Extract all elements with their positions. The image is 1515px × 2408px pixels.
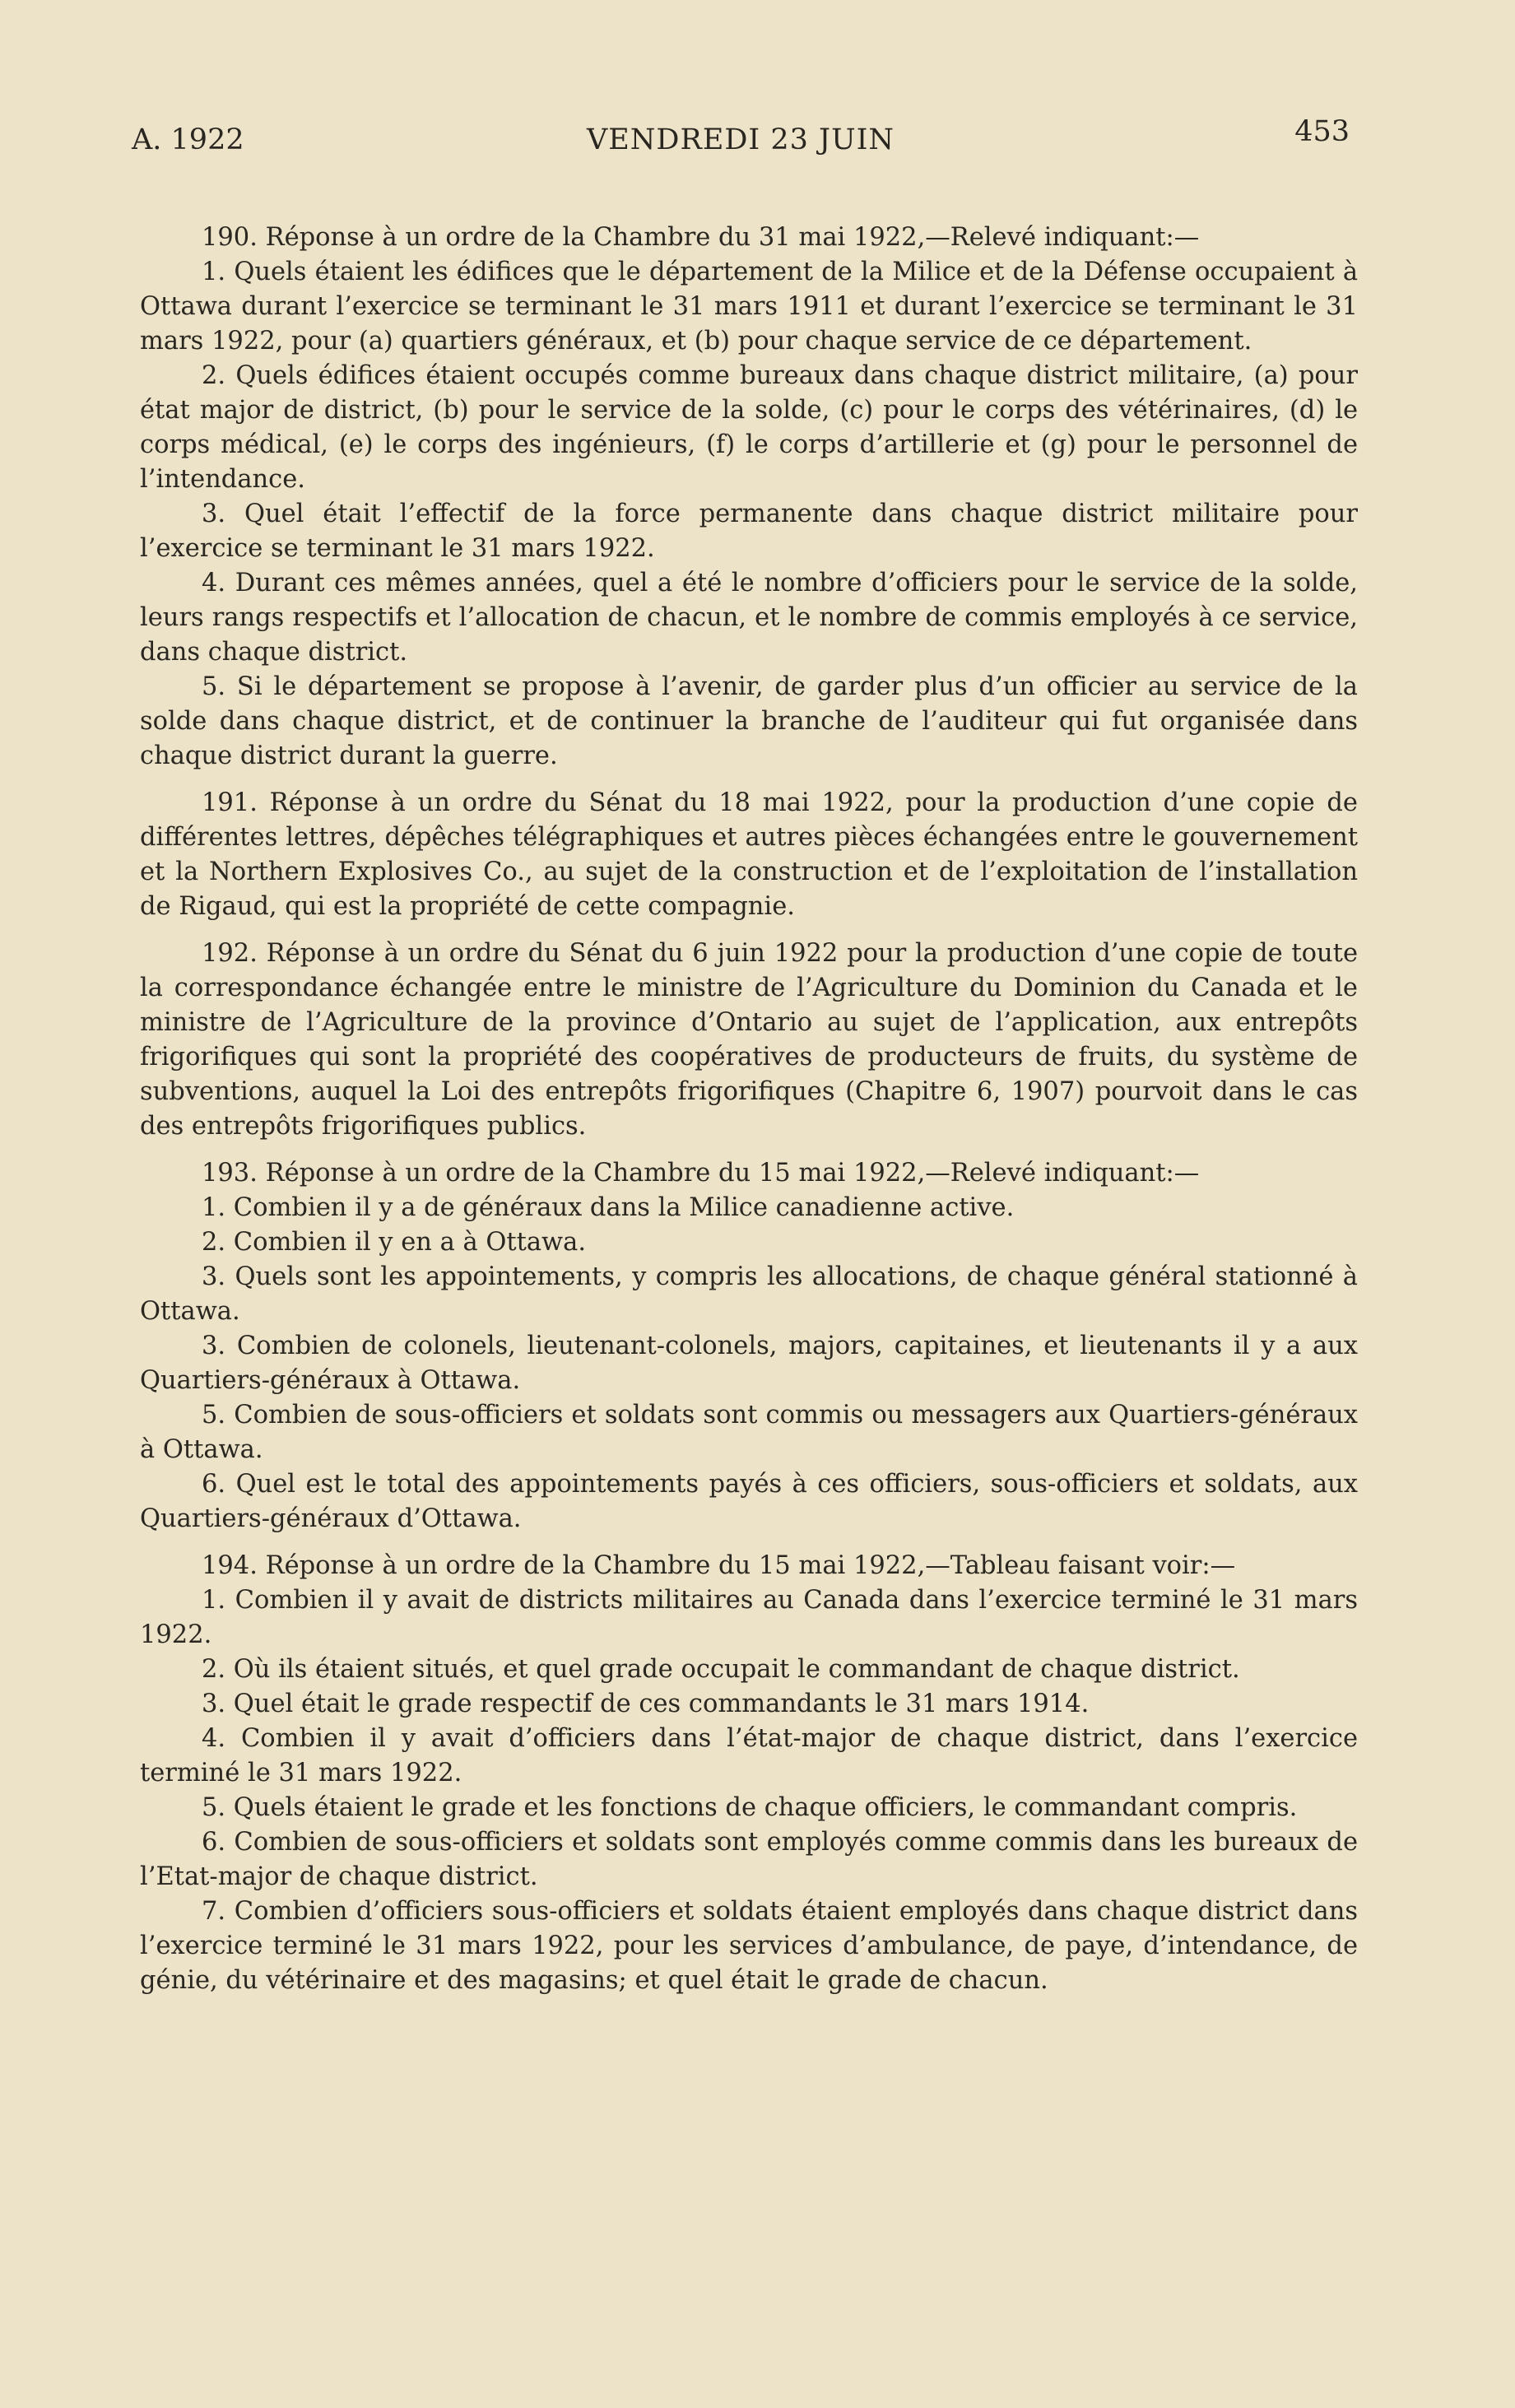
entry-190	[140, 221, 1358, 774]
entry-item: 3. Quel était le grade respectif de ces commandants le 31 mars 1914.	[202, 1690, 1090, 1718]
entry-192	[140, 937, 1358, 1144]
entry-191	[140, 786, 1358, 924]
entry-item: 4. Combien il y avait d’officiers dans l’état-major de chaque district, dans l’exercice terminé le 31 mars 1922.	[140, 1724, 1358, 1787]
session-year: A. 1922	[132, 123, 244, 156]
entry-item: 5. Si le département se propose à l’avenir, de garder plus d’un officier au service de la solde dans chaque district, et de continuer la branche de l’auditeur qui fut organisée dans chaque district durant la guerre.	[140, 672, 1358, 770]
entry-heading: 192. Réponse à un ordre du Sénat du 6 juin 1922 pour la production d’une copie de toute la correspondance échangée entre le ministre de l’Agriculture du Dominion du Canada et le ministre de l’Agriculture de la province d’Ontario au sujet de l’application, aux entrepôts frigorifiques qui sont la propriété des coopératives de producteurs de fruits, du système de subventions, auquel la Loi des entrepôts frigorifiques (Chapitre 6, 1907) pourvoit dans le cas des entrepôts frigorifiques publics.	[140, 939, 1358, 1141]
entry-item: 6. Quel est le total des appointements payés à ces officiers, sous-officiers et soldats, aux Quartiers-généraux d’Ottawa.	[140, 1470, 1358, 1533]
entry-heading: 190. Réponse à un ordre de la Chambre du 31 mai 1922,—Relevé indiquant:—	[202, 223, 1200, 252]
entry-item: 5. Combien de sous-officiers et soldats sont commis ou messagers aux Quartiers-généraux à Ottawa.	[140, 1401, 1358, 1464]
page-title: VENDREDI 23 JUIN	[586, 123, 895, 156]
page-number: 453	[1294, 115, 1350, 148]
entry-193	[140, 1156, 1358, 1536]
entry-item: 3. Combien de colonels, lieutenant-colonels, majors, capitaines, et lieutenants il y a aux Quartiers-généraux à Ottawa.	[140, 1332, 1358, 1395]
entry-item: 6. Combien de sous-officiers et soldats sont employés comme commis dans les bureaux de l’Etat-major de chaque district.	[140, 1828, 1358, 1891]
entry-item: 1. Quels étaient les édifices que le département de la Milice et de la Défense occupaient à Ottawa durant l’exercice se terminant le 31 mars 1911 et durant l’exercice se terminant le 31 mars 1922, pour (a) quartiers généraux, et (b) pour chaque service de ce département.	[140, 258, 1358, 356]
entry-item: 5. Quels étaient le grade et les fonctions de chaque officiers, le commandant compris.	[202, 1793, 1298, 1822]
entry-heading: 191. Réponse à un ordre du Sénat du 18 mai 1922, pour la production d’une copie de différentes lettres, dépêches télégraphiques et autres pièces échangées entre le gouvernement et la Northern Explosives Co., au sujet de la construction et de l’exploitation de l’installation de Rigaud, qui est la propriété de cette compagnie.	[140, 788, 1358, 921]
page-header	[132, 115, 1350, 165]
entry-194	[140, 1549, 1358, 1998]
entry-heading: 193. Réponse à un ordre de la Chambre du 15 mai 1922,—Relevé indiquant:—	[202, 1159, 1200, 1188]
entry-item: 1. Combien il y avait de districts militaires au Canada dans l’exercice terminé le 31 mars 1922.	[140, 1586, 1358, 1649]
entry-item: 2. Combien il y en a à Ottawa.	[202, 1228, 587, 1257]
entry-item: 2. Quels édifices étaient occupés comme bureaux dans chaque district militaire, (a) pour état major de district, (b) pour le service de la solde, (c) pour le corps des vétérinaires, (d) le corps médical, (e) le corps des ingénieurs, (f) le corps d’artillerie et (g) pour le personnel de l’intendance.	[140, 361, 1358, 494]
entry-item: 4. Durant ces mêmes années, quel a été le nombre d’officiers pour le service de la solde, leurs rangs respectifs et l’allocation de chacun, et le nombre de commis employés à ce service, dans chaque district.	[140, 569, 1358, 667]
document-body	[140, 221, 1358, 1998]
entry-item: 3. Quel était l’effectif de la force permanente dans chaque district militaire pour l’exercice se terminant le 31 mars 1922.	[140, 500, 1358, 563]
entry-item: 1. Combien il y a de généraux dans la Milice canadienne active.	[202, 1193, 1015, 1222]
entry-heading: 194. Réponse à un ordre de la Chambre du 15 mai 1922,—Tableau faisant voir:—	[202, 1551, 1236, 1580]
entry-item: 7. Combien d’officiers sous-officiers et soldats étaient employés dans chaque district dans l’exercice terminé le 31 mars 1922, pour les services d’ambulance, de paye, d’intendance, de génie, du vétérinaire et des magasins; et quel était le grade de chacun.	[140, 1897, 1358, 1995]
entry-item: 3. Quels sont les appointements, y compris les allocations, de chaque général stationné à Ottawa.	[140, 1262, 1358, 1326]
entry-item: 2. Où ils étaient situés, et quel grade occupait le commandant de chaque district.	[202, 1655, 1240, 1684]
